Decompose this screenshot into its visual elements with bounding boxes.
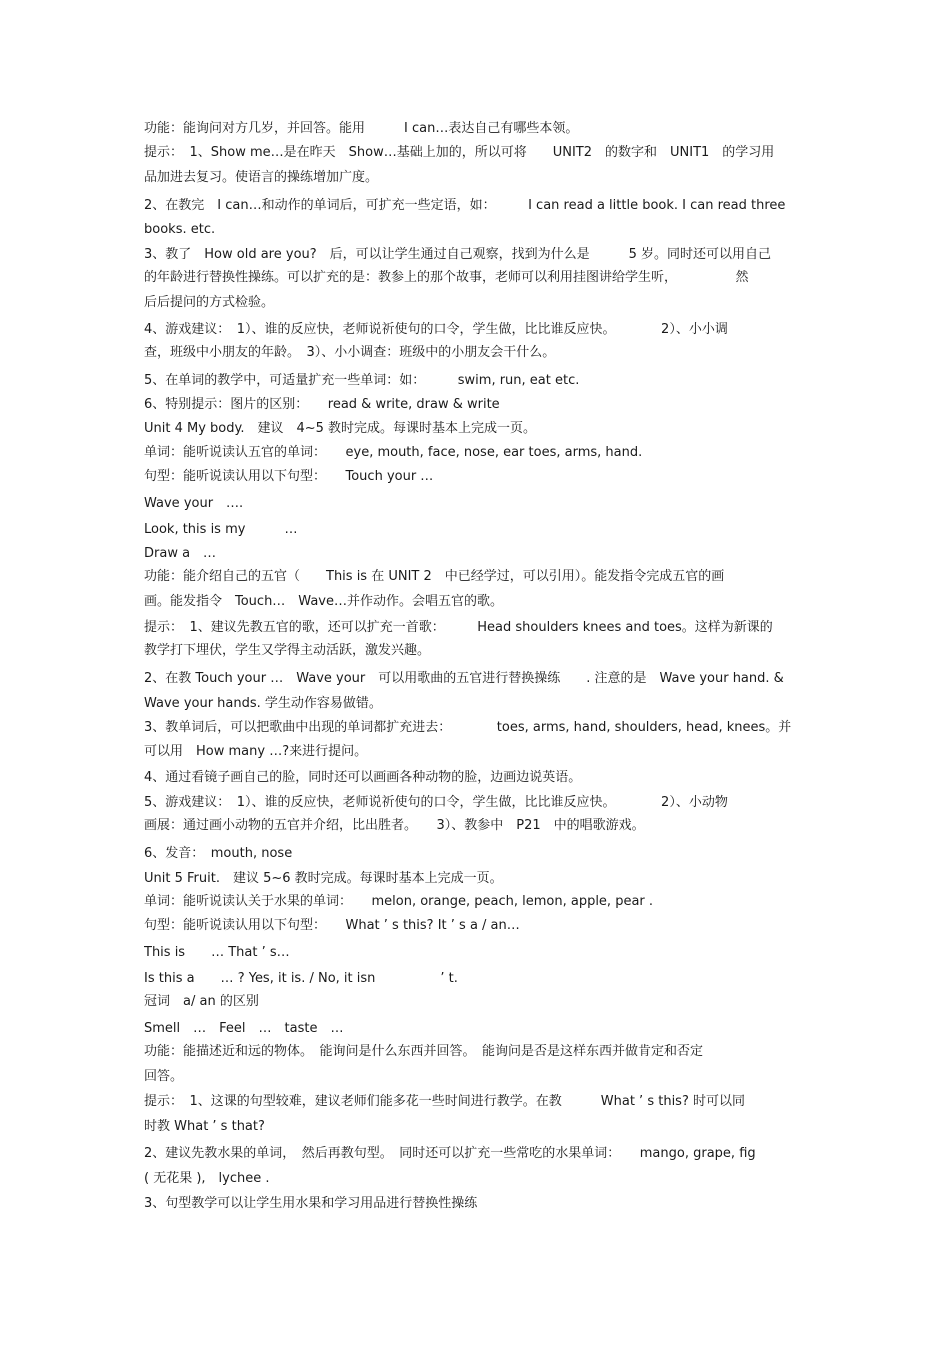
- section-heading: Unit 4 My body. 建议 4~5 教时完成。每课时基本上完成一页。: [144, 421, 537, 436]
- text-line: Is this a … ? Yes, it is. / No, it isn ’ t.: [144, 971, 458, 986]
- text-line: 冠词 a/ an 的区别: [144, 994, 259, 1009]
- text-line: 6、发音： mouth, nose: [144, 846, 293, 861]
- text-line: 回答。: [144, 1069, 184, 1084]
- text-line: Wave your ….: [144, 496, 244, 511]
- text-line: 后后提问的方式检验。: [144, 295, 275, 310]
- text-line: 功能：能询问对方几岁，并回答。能用 I can…表达自己有哪些本领。: [144, 121, 579, 136]
- text-line: 提示： 1、Show me…是在昨天 Show…基础上加的，所以可将 UNIT2 的数字和 UNIT1 的学习用: [144, 145, 775, 160]
- text-line: 提示： 1、这课的句型较难，建议老师们能多花一些时间进行教学。在教 What ’ s this? 时可以同: [144, 1094, 745, 1109]
- text-line: 6、特别提示：图片的区别： read & write, draw & write: [144, 397, 500, 412]
- text-line: Look, this is my …: [144, 522, 298, 537]
- text-line: 品加进去复习。使语言的操练增加广度。: [144, 170, 379, 185]
- text-line: Smell … Feel … taste …: [144, 1021, 344, 1036]
- text-line: 时教 What ’ s that?: [144, 1119, 265, 1134]
- text-line: 提示： 1、建议先教五官的歌，还可以扩充一首歌： Head shoulders knees and toes。这样为新课的: [144, 620, 773, 635]
- text-line: Draw a …: [144, 546, 217, 561]
- text-line: ( 无花果 ), lychee .: [144, 1171, 270, 1186]
- text-line: 单词：能听说读认关于水果的单词： melon, orange, peach, lemon, apple, pear .: [144, 894, 654, 909]
- text-line: 功能：能描述近和远的物体。 能询问是什么东西并回答。 能询问是否是这样东西并做肯定和否定: [144, 1044, 704, 1059]
- text-line: 3、句型教学可以让学生用水果和学习用品进行替换性操练: [144, 1196, 478, 1211]
- text-line: 画。能发指令 Touch… Wave…并作动作。会唱五官的歌。: [144, 594, 503, 609]
- text-line: 5、游戏建议： 1）、谁的反应快，老师说祈使句的口令，学生做，比比谁反应快。 2）、小动物: [144, 795, 728, 810]
- text-line: 功能：能介绍自己的五官（ This is 在 UNIT 2 中已经学过，可以引用）。能发指令完成五官的画: [144, 569, 725, 584]
- text-line: 3、教了 How old are you? 后，可以让学生通过自己观察，找到为什么是 5 岁。同时还可以用自己: [144, 247, 772, 262]
- text-line: 句型：能听说读认用以下句型： What ’ s this? It ’ s a / an…: [144, 918, 520, 933]
- text-line: 2、在教完 I can…和动作的单词后，可扩充一些定语，如： I can read a little book. I can read three: [144, 198, 786, 213]
- text-line: 句型：能听说读认用以下句型： Touch your …: [144, 469, 434, 484]
- text-line: 查，班级中小朋友的年龄。 3）、小小调查：班级中的小朋友会干什么。: [144, 345, 556, 360]
- text-line: 2、建议先教水果的单词， 然后再教句型。 同时还可以扩充一些常吃的水果单词： mango, grape, fig: [144, 1146, 756, 1161]
- text-line: 2、在教 Touch your … Wave your 可以用歌曲的五官进行替换操练 . 注意的是 Wave your hand. &: [144, 671, 784, 686]
- text-line: 画展：通过画小动物的五官并介绍，比出胜者。 3）、教参中 P21 中的唱歌游戏。: [144, 818, 645, 833]
- text-line: This is … That ’ s…: [144, 945, 290, 960]
- text-line: 的年龄进行替换性操练。可以扩充的是：教参上的那个故事，老师可以利用挂图讲给学生听， 然: [144, 270, 749, 285]
- text-line: 3、教单词后，可以把歌曲中出现的单词都扩充进去： toes, arms, hand, shoulders, head, knees。并: [144, 720, 792, 735]
- section-heading: Unit 5 Fruit. 建议 5~6 教时完成。每课时基本上完成一页。: [144, 871, 503, 886]
- text-line: 4、游戏建议： 1）、谁的反应快，老师说祈使句的口令，学生做，比比谁反应快。 2）、小小调: [144, 322, 728, 337]
- text-line: 单词：能听说读认五官的单词： eye, mouth, face, nose, ear toes, arms, hand.: [144, 445, 643, 460]
- text-line: 4、通过看镜子画自己的脸，同时还可以画画各种动物的脸，边画边说英语。: [144, 770, 582, 785]
- text-line: 5、在单词的教学中，可适量扩充一些单词：如： swim, run, eat etc.: [144, 373, 580, 388]
- text-line: Wave your hands. 学生动作容易做错。: [144, 696, 382, 711]
- text-line: 可以用 How many …?来进行提问。: [144, 744, 368, 759]
- text-line: 教学打下埋伏，学生又学得主动活跃，激发兴趣。: [144, 643, 431, 658]
- text-line: books. etc.: [144, 222, 216, 237]
